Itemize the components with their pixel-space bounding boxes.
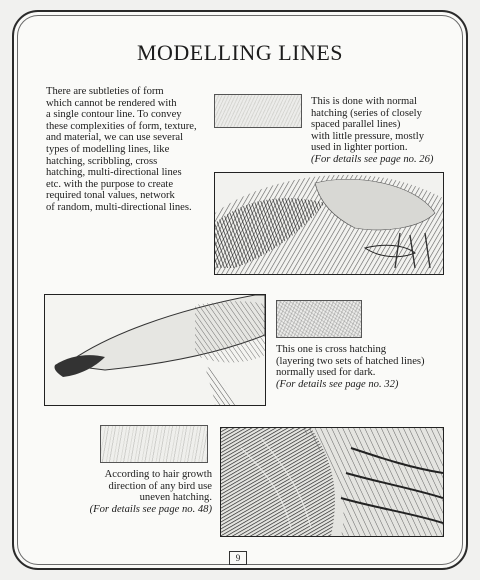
bird-wing-sketch — [215, 173, 443, 274]
intro-line: a single contour line. To convey — [46, 109, 182, 121]
caption-line: normally used for dark. — [276, 367, 376, 379]
intro-line: required tonal values, network — [46, 190, 175, 202]
intro-line: which cannot be rendered with — [46, 97, 177, 109]
page-reference: (For details see page no. 48) — [89, 503, 212, 515]
intro-line: these complexities of form, texture, — [46, 120, 197, 132]
intro-line: etc. with the purpose to create — [46, 178, 174, 190]
caption-line: hatching (series of closely — [311, 107, 422, 119]
caption-line: (layering two sets of hatched lines) — [276, 355, 425, 367]
normal-hatching-swatch — [214, 94, 302, 128]
intro-line: There are subtleties of form — [46, 86, 164, 97]
normal-hatching-caption — [311, 96, 451, 166]
caption-line: used in lighter portion. — [311, 142, 408, 154]
intro-line: and material, we can use several — [46, 132, 184, 144]
page-reference: (For details see page no. 32) — [276, 378, 399, 390]
cross-hatching-caption — [276, 344, 456, 390]
caption-line: This is done with normal — [311, 96, 417, 107]
uneven-hatching-swatch — [100, 425, 208, 463]
intro-line: of random, multi-directional lines. — [46, 201, 192, 213]
rooster-feathers-illustration — [220, 427, 444, 537]
caption-line: spaced parallel lines) — [311, 119, 401, 131]
caption-line: with little pressure, mostly — [311, 130, 424, 142]
intro-line: hatching, scribbling, cross — [46, 155, 158, 167]
rooster-feathers-sketch — [221, 428, 443, 536]
caption-line: uneven hatching. — [139, 492, 212, 504]
bird-wing-illustration — [214, 172, 444, 275]
intro-line: hatching, multi-directional lines — [46, 167, 182, 179]
uneven-hatching-caption — [82, 469, 212, 515]
page-reference: (For details see page no. 26) — [311, 153, 434, 165]
intro-paragraph — [46, 86, 216, 214]
page-number: 9 — [229, 551, 247, 565]
intro-line: types of modelling lines, like — [46, 143, 170, 155]
page-title: MODELLING LINES — [136, 40, 344, 65]
caption-line: According to hair growth — [104, 469, 212, 480]
caption-line: direction of any bird use — [108, 480, 212, 492]
caption-line: This one is cross hatching — [276, 344, 387, 355]
cross-hatching-swatch — [276, 300, 362, 338]
bird-beak-illustration — [44, 294, 266, 406]
bird-beak-sketch — [45, 295, 265, 405]
